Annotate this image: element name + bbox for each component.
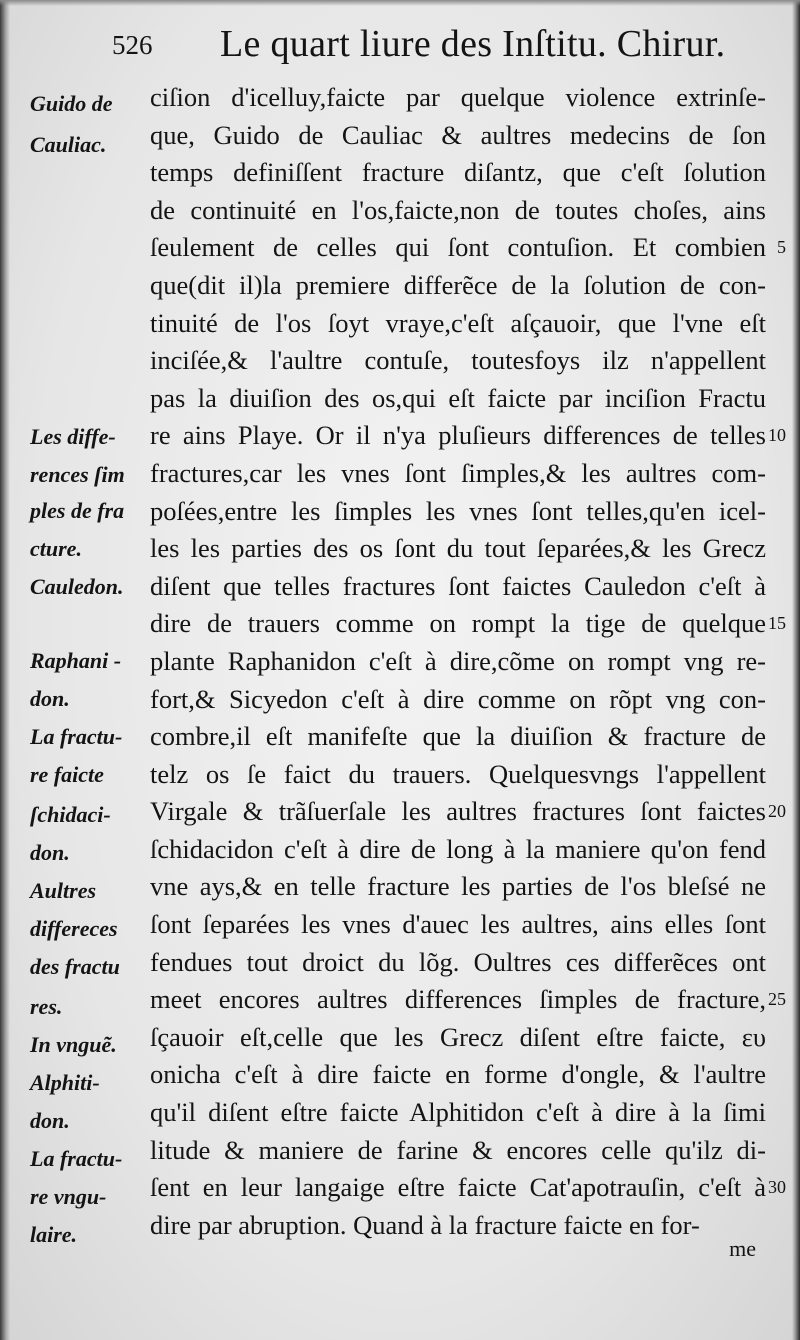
text-line: poſées,entre les ſimples les vnes ſont telles,qu'en icel-: [150, 495, 766, 526]
text-line: tinuité de l'os ſoyt vraye,c'eſt aſçauoir, que l'vne eſt: [150, 307, 766, 338]
catchword: me: [729, 1236, 756, 1261]
text-line: fendues tout droict du lõg. Oultres ces differẽces ont: [150, 946, 766, 977]
margin-note: La fractu-: [30, 724, 123, 749]
margin-note: Guido de: [30, 91, 113, 116]
text-line: fractures,car les vnes ſont ſimples,& les aultres com-: [150, 457, 766, 488]
line-number: 25: [768, 989, 786, 1010]
text-line: combre,il eſt manifeſte que la diuiſion & fracture de: [150, 721, 766, 752]
line-number: 15: [768, 613, 786, 634]
text-line: ciſion d'icelluy,faicte par quelque violence extrinſe-: [150, 82, 766, 112]
text-line: ſent en leur langaige eſtre faicte Cat'apotrauſin, c'eſt à: [150, 1172, 766, 1203]
margin-note: ſchidaci-: [30, 802, 111, 827]
margin-note: differeces: [30, 916, 118, 941]
margin-note: Cauliac.: [30, 132, 107, 157]
text-line: qu'il diſent eſtre faicte Alphitidon c'eſt à dire à la ſimi: [150, 1097, 766, 1128]
margin-note: Cauledon.: [30, 574, 124, 599]
margin-note: ples de fra: [30, 498, 125, 523]
line-number: 5: [777, 237, 786, 258]
margin-note: Les diffe-: [30, 424, 116, 449]
text-line: de continuité en l'os,faicte,non de toutes choſes, ains: [150, 194, 766, 225]
margin-note: don.: [30, 840, 70, 865]
text-line: les les parties des os ſont du tout ſeparées,& les Grecz: [150, 533, 766, 564]
text-line: ſchidacidon c'eſt à dire de long à la maniere qu'on fend: [150, 833, 766, 864]
page-edge-left: [0, 0, 10, 1340]
text-line: Virgale & trãſuerſale les aultres fractures ſont faictes: [150, 796, 766, 827]
margin-note: rences ſim: [30, 462, 125, 487]
margin-note: In vnguẽ.: [30, 1032, 117, 1057]
margin-note: don.: [30, 1108, 70, 1133]
page-number: 526: [112, 30, 153, 60]
text-line: dire de trauers comme on rompt la tige de quelque: [150, 608, 766, 639]
margin-note: laire.: [30, 1222, 78, 1247]
body-text: [150, 79, 766, 1244]
text-line: meet encores aultres differences ſimples de fracture,: [150, 984, 766, 1015]
page-title: Le quart liure des Inſtitu. Chirur.: [220, 23, 726, 65]
text-line: plante Raphanidon c'eſt à dire,cõme on rompt vng re-: [150, 645, 766, 676]
line-number: 10: [768, 425, 786, 446]
text-line: ſçauoir eſt,celle que les Grecz diſent eſtre faicte, ευ: [150, 1021, 766, 1052]
text-line: que, Guido de Cauliac & aultres medecins de ſon: [150, 119, 766, 150]
line-number: 30: [768, 1177, 786, 1198]
text-line: re ains Playe. Or il n'ya pluſieurs differences de telles: [150, 420, 766, 451]
running-head: [112, 22, 726, 72]
margin-note: Alphiti-: [30, 1070, 100, 1095]
text-line: inciſée,& l'aultre contuſe, toutesfoys ilz n'appellent: [150, 345, 766, 376]
text-line: ſeulement de celles qui ſont contuſion. Et combien: [150, 232, 766, 263]
text-line: fort,& Sicyedon c'eſt à dire comme on rõpt vng con-: [150, 683, 766, 714]
text-line: vne ays,& en telle fracture les parties de l'os bleſsé ne: [150, 871, 766, 902]
text-line: litude & maniere de farine & encores celle qu'ilz di-: [150, 1134, 766, 1165]
line-number: 20: [768, 801, 786, 822]
text-line: telz os ſe faict du trauers. Quelquesvngs l'appellent: [150, 758, 766, 789]
margin-note: re faicte: [30, 762, 104, 787]
text-line: diſent que telles fractures ſont faictes Cauledon c'eſt à: [150, 570, 766, 601]
text-line: temps definiſſent fracture diſantz, que c'eſt ſolution: [150, 157, 766, 188]
margin-note: des fractu: [30, 954, 120, 979]
margin-note: res.: [30, 994, 63, 1019]
margin-note: don.: [30, 686, 70, 711]
margin-note: Aultres: [30, 878, 97, 903]
page-edge-right: [792, 0, 800, 1340]
margin-note: Raphani -: [30, 648, 122, 673]
page-edge-top: [0, 0, 800, 6]
margin-note: La fractu-: [30, 1146, 123, 1171]
text-line: dire par abruption. Quand à la fracture faicte en for-: [150, 1209, 700, 1240]
text-line: pas la diuiſion des os,qui eſt faicte par inciſion Fractu: [150, 382, 766, 413]
text-line: ſont ſeparées les vnes d'auec les aultres, ains elles ſont: [150, 909, 766, 940]
text-line: onicha c'eſt à dire faicte en forme d'ongle, & l'aultre: [150, 1059, 766, 1090]
margin-note: cture.: [30, 536, 82, 561]
text-line: que(dit il)la premiere differẽce de la ſolution de con-: [150, 269, 766, 300]
margin-note: re vngu-: [30, 1184, 107, 1209]
